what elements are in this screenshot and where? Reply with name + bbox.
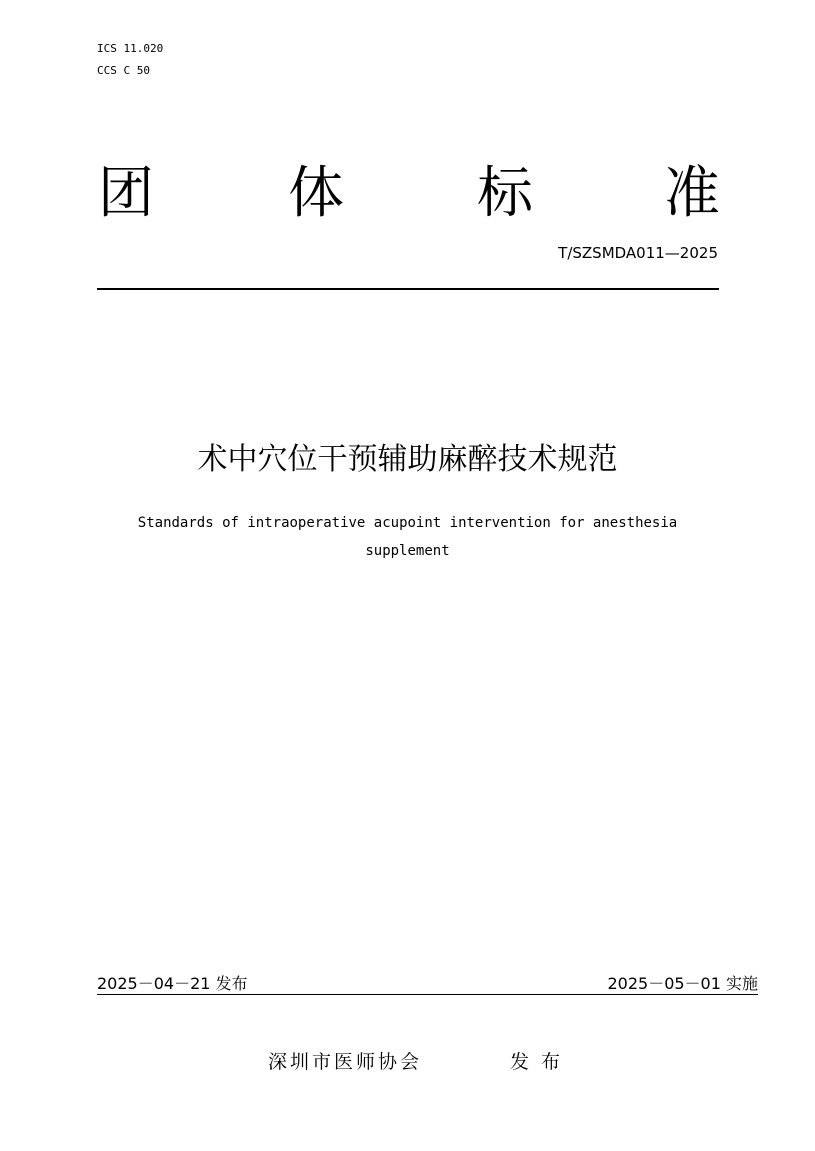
standard-type-char-3: 标 — [477, 161, 533, 226]
ics-code: ICS 11.020 — [97, 42, 164, 55]
date-divider — [97, 994, 758, 995]
publisher-name: 深圳市医师协会 — [268, 1051, 423, 1073]
title-english-line-1: Standards of intraoperative acupoint intervention for anesthesia — [137, 515, 678, 531]
standard-type-char-1: 团 — [98, 161, 154, 226]
publish-label: 发布 — [510, 1051, 573, 1073]
ccs-code: CCS C 50 — [97, 64, 150, 77]
standard-type-char-2: 体 — [288, 161, 344, 226]
title-chinese: 术中穴位干预辅助麻醉技术规范 — [197, 442, 618, 477]
issue-date: 2025－04－21 发布 — [97, 974, 248, 993]
title-english-line-2: supplement — [365, 543, 450, 559]
implementation-date: 2025－05－01 实施 — [607, 974, 758, 993]
header-divider — [97, 288, 719, 290]
standard-code: T/SZSMDA011—2025 — [558, 244, 718, 262]
standard-type-char-4: 准 — [664, 161, 720, 226]
